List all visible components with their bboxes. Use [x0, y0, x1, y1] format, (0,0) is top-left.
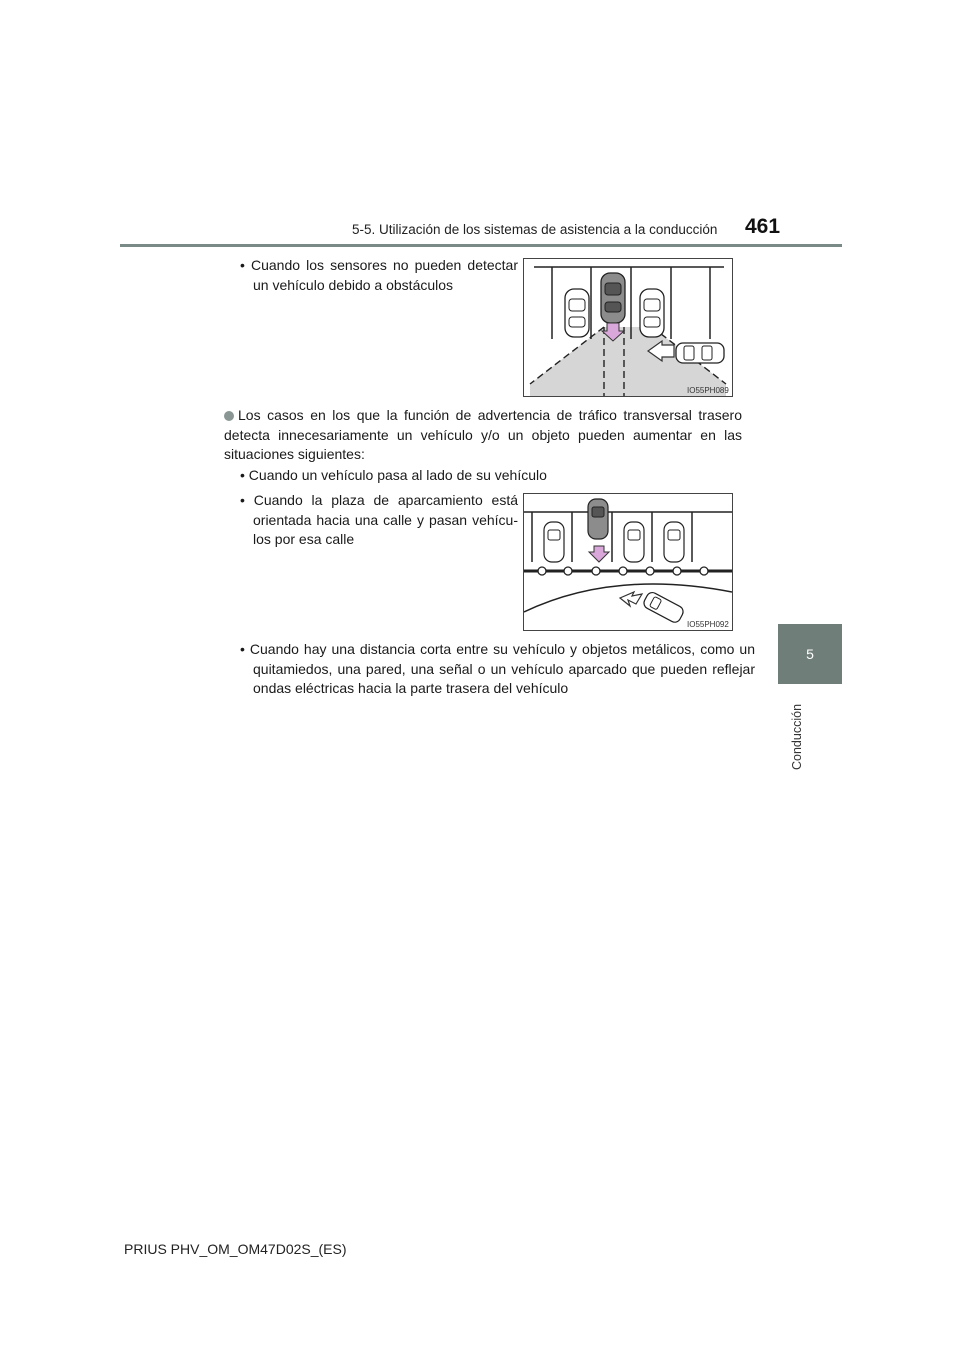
chapter-label: Conducción	[790, 703, 804, 770]
approaching-car	[676, 343, 724, 363]
parking-obstacle-diagram	[524, 259, 732, 396]
own-car	[601, 273, 625, 323]
own-car-street	[588, 499, 608, 539]
parked-car-3	[664, 522, 684, 562]
parked-car-right	[640, 289, 664, 337]
parked-car-left	[565, 289, 589, 337]
street-arrow	[620, 592, 642, 606]
figure-code-2: IO55PH092	[687, 620, 729, 629]
chapter-tab: 5	[778, 624, 842, 684]
main-point	[224, 406, 742, 465]
header-rule	[120, 244, 842, 247]
model-code: PRIUS PHV_OM_OM47D02S_(ES)	[124, 1241, 347, 1257]
parked-car-1	[544, 522, 564, 562]
reverse-arrow-street	[589, 546, 609, 562]
bullet-street: • Cuando la plaza de aparcamiento está orientada hacia una calle y pasan vehícu-los por esa calle	[240, 492, 518, 547]
bullet-metal: • Cuando hay una distancia corta entre su vehículo y objetos metálicos, como un quitamiedos, una pared, una señal o un vehículo aparcado que pueden reflejar ondas eléctricas hacia la parte trasera del vehículo	[240, 641, 755, 696]
bullet-obstacles: • Cuando los sensores no pueden detectar un vehículo debido a obstáculos	[240, 257, 518, 293]
page-number: 461	[745, 215, 781, 238]
passing-car	[642, 590, 685, 624]
street-parking-diagram	[524, 494, 732, 630]
parked-car-2	[624, 522, 644, 562]
figure-street	[523, 493, 733, 631]
section-title: 5-5. Utilización de los sistemas de asistencia a la conducción	[352, 222, 718, 237]
circle-bullet-icon	[224, 411, 234, 421]
bullet-passes: • Cuando un vehículo pasa al lado de su vehículo	[240, 467, 547, 483]
figure-code: IO55PH089	[687, 386, 729, 395]
figure-obstacles	[523, 258, 733, 397]
main-point-text: Los casos en los que la función de advertencia de tráfico transversal trasero detecta innecesariamente un vehículo y/o un objeto pueden aumentar en las situaciones siguientes:	[224, 407, 742, 462]
